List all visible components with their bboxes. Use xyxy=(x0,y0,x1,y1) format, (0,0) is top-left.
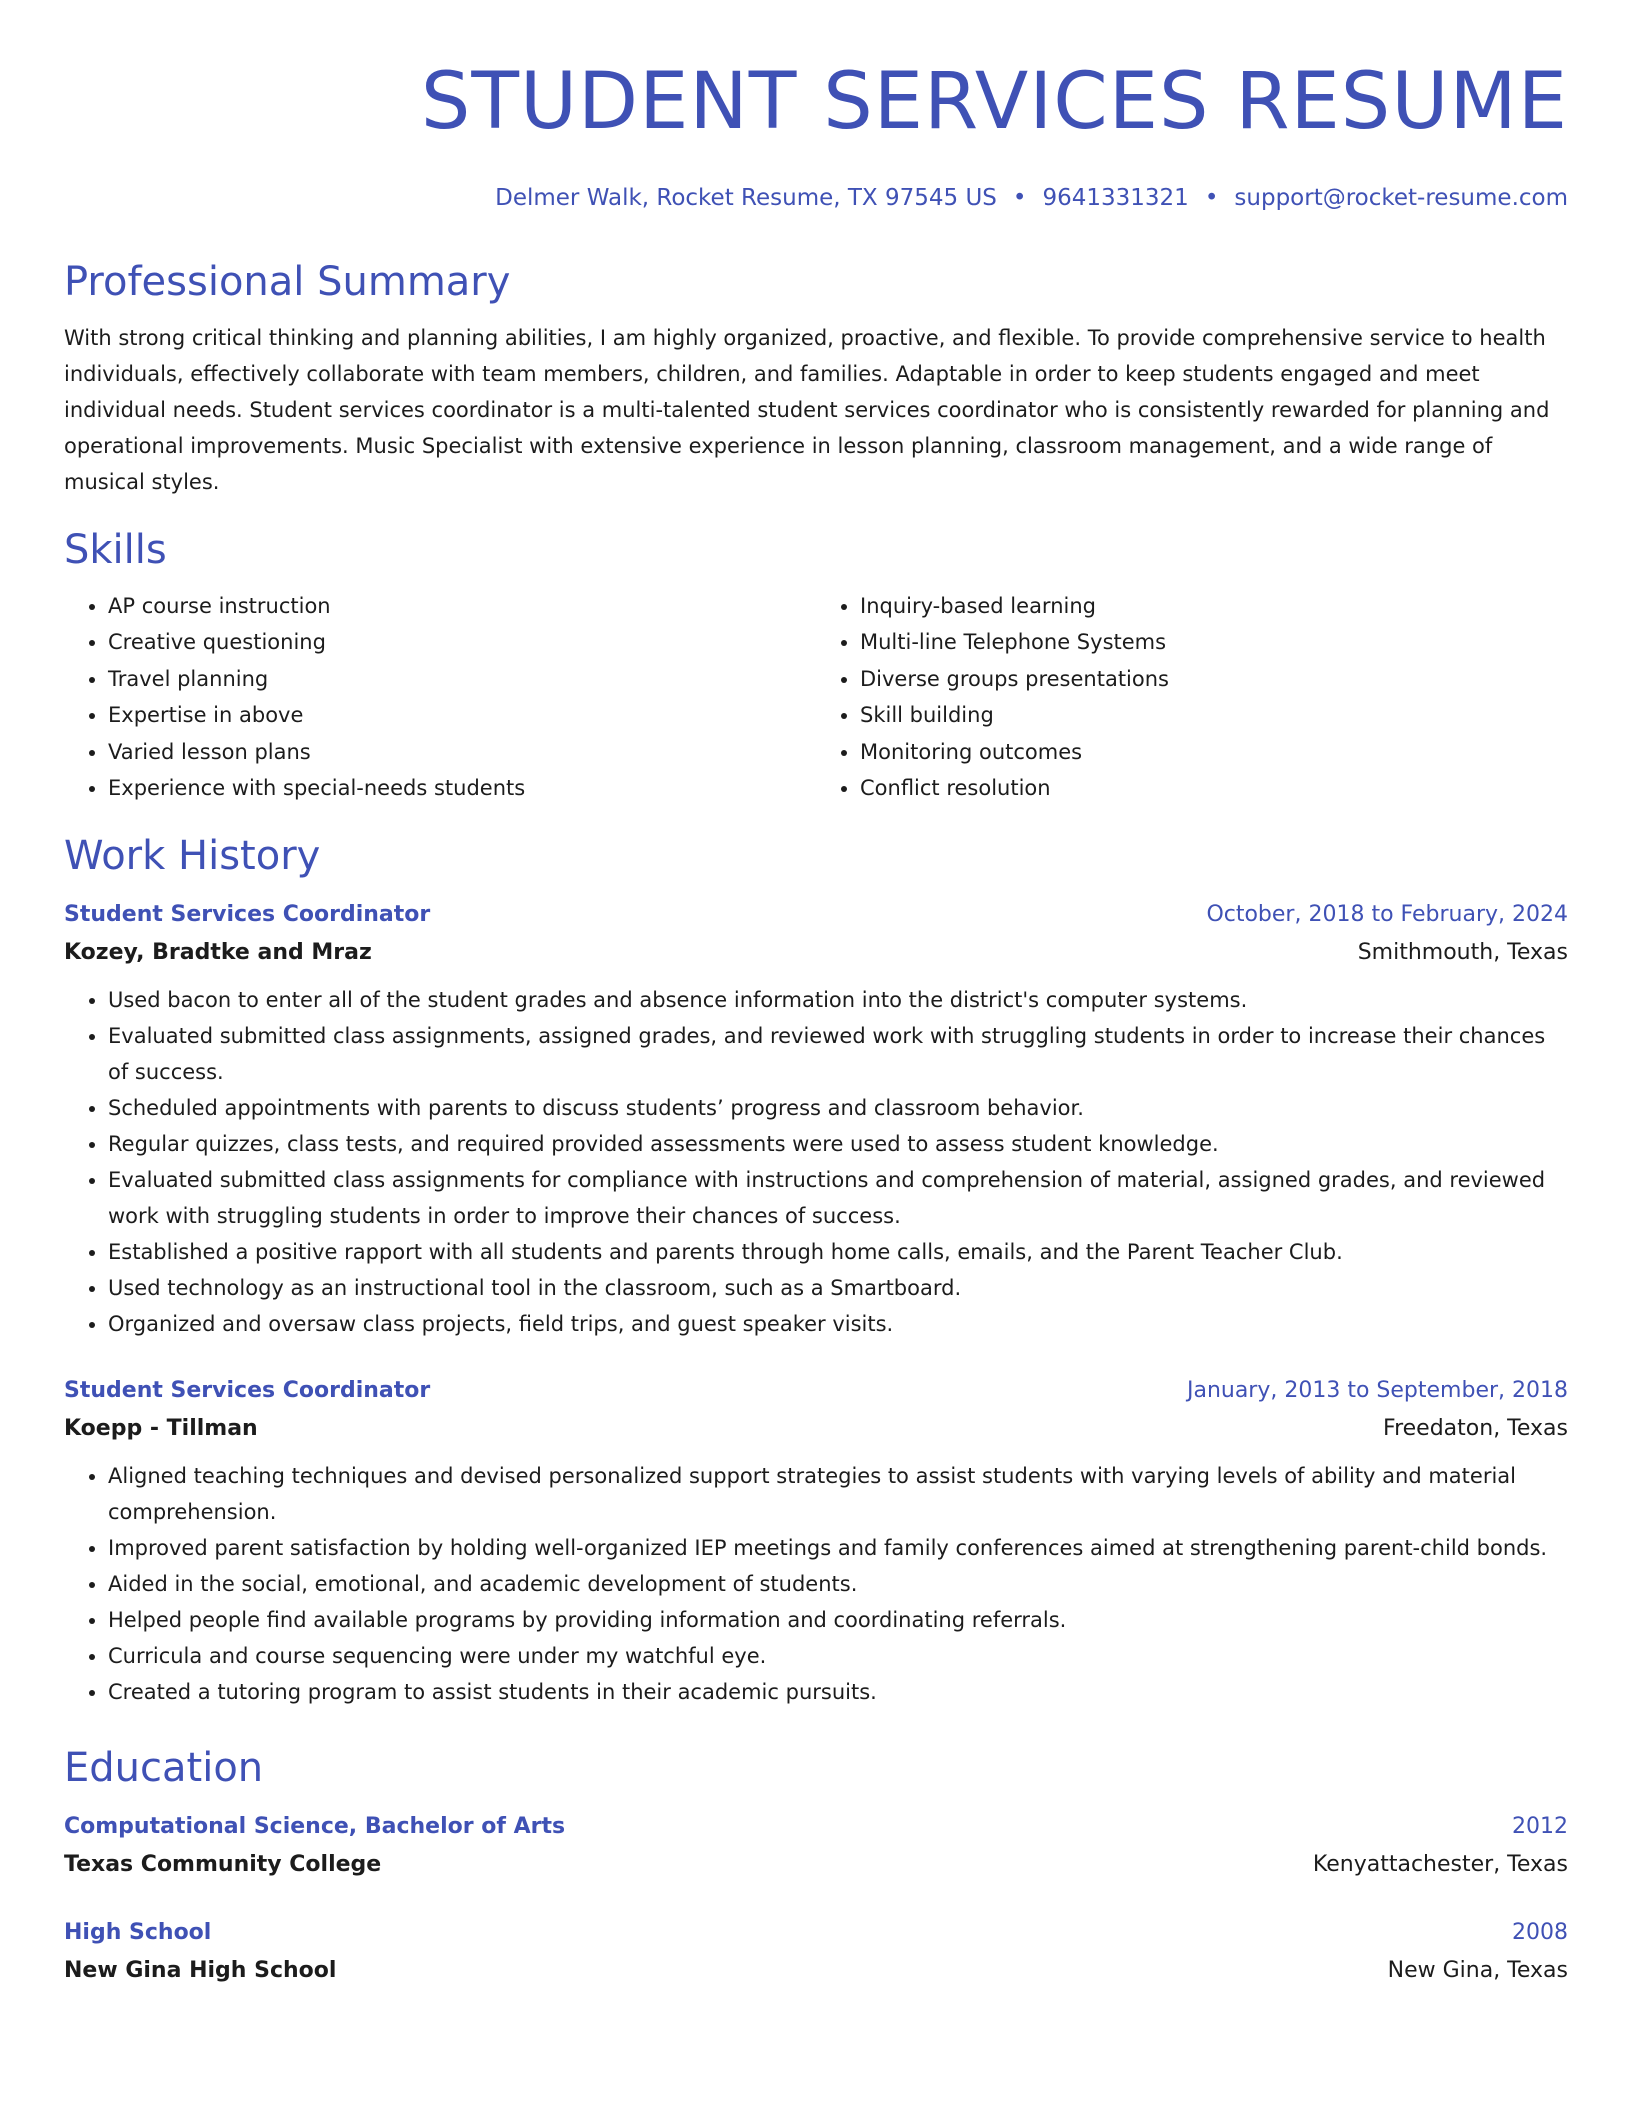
job-role: Student Services Coordinator xyxy=(64,902,431,928)
job-bullet: • Organized and oversaw class projects, field trips, and guest speaker visits. xyxy=(108,1306,1568,1342)
skill-item: • Conflict resolution xyxy=(860,770,1568,806)
education-year: 2012 xyxy=(1512,1814,1568,1840)
education-entry xyxy=(64,1914,1568,1990)
skill-item: • Expertise in above xyxy=(108,697,816,733)
summary-heading: Professional Summary xyxy=(64,259,511,305)
education-school: New Gina High School xyxy=(64,1958,337,1984)
contact-line xyxy=(64,180,1568,216)
skills-column-right xyxy=(816,588,1568,806)
education-school: Texas Community College xyxy=(64,1852,382,1878)
contact-email: support@rocket-resume.com xyxy=(1234,185,1568,211)
skill-item: • Travel planning xyxy=(108,661,816,697)
job-bullet: • Used bacon to enter all of the student grades and absence information into the district's computer systems. xyxy=(108,982,1568,1018)
education-degree: High School xyxy=(64,1920,212,1946)
job-subheader xyxy=(64,1410,1568,1448)
job-subheader xyxy=(64,934,1568,972)
job-bullet: • Evaluated submitted class assignments, assigned grades, and reviewed work with struggling students in order to increase their chances of success. xyxy=(108,1018,1568,1090)
education-subheader xyxy=(64,1952,1568,1990)
skills-heading: Skills xyxy=(64,527,167,573)
job-bullet: • Curricula and course sequencing were under my watchful eye. xyxy=(108,1638,1568,1674)
education-heading: Education xyxy=(64,1745,264,1792)
job-location: Smithmouth, Texas xyxy=(1357,940,1568,966)
job-entry xyxy=(64,1372,1568,1710)
contact-separator: • xyxy=(1012,185,1027,211)
job-bullet: • Established a positive rapport with all students and parents through home calls, emails, and the Parent Teacher Club. xyxy=(108,1234,1568,1270)
job-bullet: • Used technology as an instructional tool in the classroom, such as a Smartboard. xyxy=(108,1270,1568,1306)
job-bullet: • Regular quizzes, class tests, and required provided assessments were used to assess student knowledge. xyxy=(108,1126,1568,1162)
job-company: Kozey, Bradtke and Mraz xyxy=(64,940,372,966)
skill-item: • Varied lesson plans xyxy=(108,734,816,770)
job-company: Koepp - Tillman xyxy=(64,1416,258,1442)
skills-column-left xyxy=(64,588,816,806)
contact-phone: 9641331321 xyxy=(1042,185,1189,211)
education-year: 2008 xyxy=(1512,1920,1568,1946)
skill-item: • AP course instruction xyxy=(108,588,816,624)
education-entry xyxy=(64,1808,1568,1884)
resume-title: STUDENT SERVICES RESUME xyxy=(420,57,1568,147)
job-dates: January, 2013 to September, 2018 xyxy=(1186,1378,1568,1404)
education-location: Kenyattachester, Texas xyxy=(1312,1852,1568,1878)
job-bullet: • Helped people find available programs by providing information and coordinating referrals. xyxy=(108,1602,1568,1638)
contact-separator: • xyxy=(1204,185,1219,211)
skill-item: • Inquiry-based learning xyxy=(860,588,1568,624)
skill-item: • Monitoring outcomes xyxy=(860,734,1568,770)
job-bullets xyxy=(64,982,1568,1342)
job-header xyxy=(64,1372,1568,1410)
skill-item: • Experience with special-needs students xyxy=(108,770,816,806)
job-role: Student Services Coordinator xyxy=(64,1378,431,1404)
job-entry xyxy=(64,896,1568,1342)
skill-item: • Multi-line Telephone Systems xyxy=(860,624,1568,660)
summary-text: With strong critical thinking and planning abilities, I am highly organized, proactive, and flexible. To provide comprehensive service to health individuals, effectively collaborate with team members, children, and families. Adaptable in order to keep students engaged and meet individual needs. Student services coordinator is a multi-talented student services coordinator who is consistently rewarded for planning and operational improvements. Music Specialist with extensive experience in lesson planning, classroom management, and a wide range of musical styles. xyxy=(64,326,1550,494)
job-dates: October, 2018 to February, 2024 xyxy=(1206,902,1568,928)
job-bullet: • Created a tutoring program to assist students in their academic pursuits. xyxy=(108,1674,1568,1710)
job-bullet: • Evaluated submitted class assignments for compliance with instructions and comprehension of material, assigned grades, and reviewed work with struggling students in order to improve their chances of success. xyxy=(108,1162,1568,1234)
education-subheader xyxy=(64,1846,1568,1884)
contact-address: Delmer Walk, Rocket Resume, TX 97545 US xyxy=(495,185,997,211)
job-bullet: • Aligned teaching techniques and devised personalized support strategies to assist students with varying levels of ability and material comprehension. xyxy=(108,1458,1568,1530)
skill-item: • Diverse groups presentations xyxy=(860,661,1568,697)
job-header xyxy=(64,896,1568,934)
work-history-heading: Work History xyxy=(64,833,321,880)
job-location: Freedaton, Texas xyxy=(1383,1416,1568,1442)
education-header xyxy=(64,1808,1568,1846)
job-bullet: • Improved parent satisfaction by holding well-organized IEP meetings and family conferences aimed at strengthening parent-child bonds. xyxy=(108,1530,1568,1566)
skill-item: • Skill building xyxy=(860,697,1568,733)
skill-item: • Creative questioning xyxy=(108,624,816,660)
education-degree: Computational Science, Bachelor of Arts xyxy=(64,1814,566,1840)
education-header xyxy=(64,1914,1568,1952)
job-bullet: • Scheduled appointments with parents to discuss students’ progress and classroom behavior. xyxy=(108,1090,1568,1126)
job-bullet: • Aided in the social, emotional, and academic development of students. xyxy=(108,1566,1568,1602)
job-bullets xyxy=(64,1458,1568,1710)
education-location: New Gina, Texas xyxy=(1387,1958,1568,1984)
skills-list xyxy=(64,588,1568,806)
